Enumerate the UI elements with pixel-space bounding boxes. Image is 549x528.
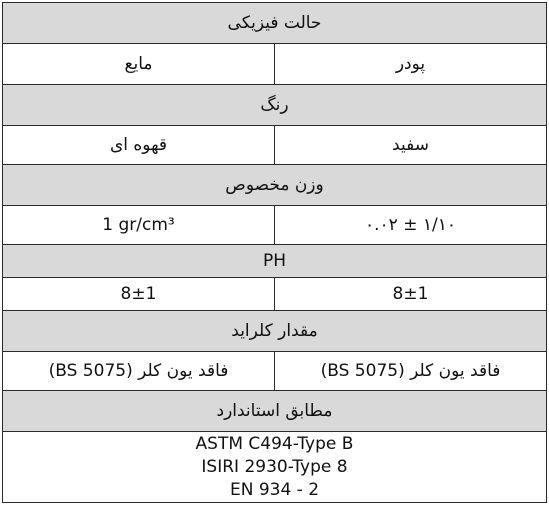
ph-left-value: 8±1 (3, 278, 275, 311)
specific-gravity-header-row (3, 165, 547, 206)
physical-state-left-value: مایع (3, 44, 275, 85)
specific-gravity-header: وزن مخصوص (3, 165, 547, 206)
chloride-left-value: فاقد یون کلر (BS 5075) (3, 352, 275, 391)
standard-header-row (3, 391, 547, 432)
specific-gravity-left-value: 1 gr/cm³ (3, 206, 275, 245)
chloride-values-row (3, 352, 547, 391)
standard-list (3, 432, 547, 503)
specific-gravity-values-row (3, 206, 547, 245)
physical-state-values-row (3, 44, 547, 85)
physical-state-header-row (3, 3, 547, 44)
color-header-row (3, 85, 547, 126)
color-left-value: قهوه ای (3, 126, 275, 165)
chloride-header: مقدار کلراید (3, 311, 547, 352)
standard-header: مطابق استاندارد (3, 391, 547, 432)
specification-table (2, 2, 547, 503)
chloride-right-value: فاقد یون کلر (BS 5075) (275, 352, 547, 391)
standard-line-isiri: ISIRI 2930-Type 8 (201, 456, 348, 477)
standard-line-en: EN 934 - 2 (229, 479, 320, 500)
ph-right-value: 8±1 (275, 278, 547, 311)
spec-sheet (2, 2, 547, 524)
standard-values-row (3, 432, 547, 503)
standard-line-astm: ASTM C494-Type B (195, 433, 354, 454)
color-right-value: سفید (275, 126, 547, 165)
color-header: رنگ (3, 85, 547, 126)
ph-values-row (3, 278, 547, 311)
ph-header: PH (3, 245, 547, 278)
physical-state-right-value: پودر (275, 44, 547, 85)
ph-header-row (3, 245, 547, 278)
physical-state-header: حالت فیزیکی (3, 3, 547, 44)
color-values-row (3, 126, 547, 165)
specific-gravity-right-value: ۱/۱۰ ± ۰.۰۲ (275, 206, 547, 245)
chloride-header-row (3, 311, 547, 352)
